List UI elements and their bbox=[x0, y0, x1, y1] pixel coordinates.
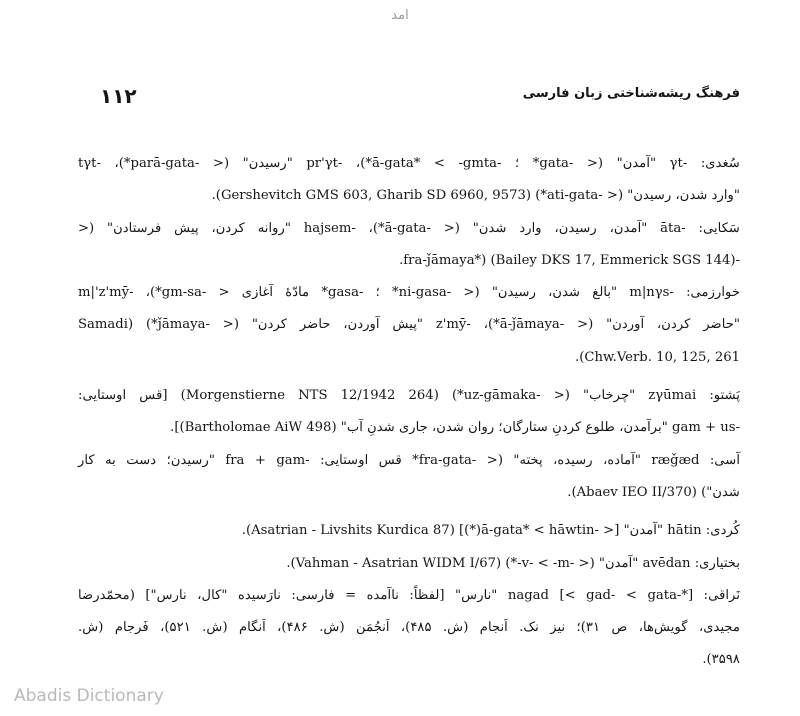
entry-saka bbox=[78, 213, 740, 278]
entry-line: نَراقی: nagad [< gad- < gata-*] "نارس" [لفظاً: ناآمده = فارسی: نارَسیده "کال، نارس"] (محمّدرضا bbox=[78, 587, 741, 603]
entry-line: -gam + us "برآمدن، طلوع کردنِ ستارگان؛ روان شدن، جاری شدنِ آب" (Bartholomae AiW 498)]. bbox=[170, 420, 740, 436]
entry-line: کُردی: hātin "آمدن" [< -ā-gata* < hāwtin(*)] (Asatrian - Livshits Kurdica 87). bbox=[241, 523, 740, 539]
entry-line: "حاضر کردن، آوردن" (< -ā-ǰāmaya*)، -z'mȳ "پیش آوردن، حاضر کردن" (< -ǰāmaya*) (Samadi bbox=[78, 317, 740, 333]
entry-line: سَکایی: -āta "آمدن، رسیدن، وارد شدن" (< -ā-gata*)، -hajsem "روانه کردن، پیش فرستادن" (< bbox=[78, 220, 740, 236]
source-watermark: Abadis Dictionary bbox=[14, 686, 164, 706]
entry-bakhtiari bbox=[78, 548, 740, 580]
entry-ossetic bbox=[78, 445, 740, 510]
entry-naraqi bbox=[78, 580, 740, 677]
entry-line: بختیاری: avēdan "آمدن" (< -v- < -m-*) (Vahman - Asatrian WIDM I/67). bbox=[286, 555, 740, 571]
entry-line: خوارزمی: -m|nγs "بالغ شدن، رسیدن" (< -ni-gasa* ؛ -gasa* مادّهٔ آغازی < -gm-sa*)، -m|'z'mȳ bbox=[78, 285, 740, 301]
page-number: ۱۱۲ bbox=[100, 84, 137, 108]
entry-line: Chw.Verb. 10, 125, 261). bbox=[575, 349, 740, 365]
entry-line: پَشتو: zγūmai "چرخاب" (< -uz-gāmaka*) (Morgenstierne NTS 12/1942 264) [قس اوستایی: bbox=[78, 388, 741, 404]
entry-line: سُغدی: -γt "آمدن" (< -gata* ؛ -ā-gata* < -gmta*)، -pr'γt "رسیدن" (< -parā-gata*)، -tγt bbox=[78, 156, 740, 171]
entry-line: شدن") (Abaev IEO II/370). bbox=[567, 484, 740, 500]
entry-line: مجیدی، گویش‌ها، ص ۳۱)؛ نیز نک. اَنجام (ش. ۴۸۵)، اَنجُمَن (ش. ۴۸۶)، اَنگام (ش. ۵۲۱)، فَرجام (ش. bbox=[78, 620, 741, 636]
page-header bbox=[100, 86, 740, 110]
running-title: فرهنگ ریشه‌شناختی زبان فارسی bbox=[522, 86, 740, 101]
entry-khwarazmian bbox=[78, 277, 740, 374]
entry-kurdish bbox=[78, 515, 740, 547]
entry-sogdian bbox=[78, 148, 740, 213]
top-word: امد bbox=[391, 8, 409, 23]
entry-line: "وارد شدن، رسیدن" (< -ati-gata*) (Gershevitch GMS 603, Gharib SD 6960, 9573). bbox=[211, 188, 740, 204]
entry-pashto bbox=[78, 380, 740, 445]
dictionary-entries bbox=[78, 148, 740, 677]
entry-line: -fra-ǰāmaya*) (Bailey DKS 17, Emmerick SGS 144). bbox=[399, 252, 740, 268]
entry-line: ۳۵۹۸). bbox=[702, 652, 740, 668]
entry-line: آسی: ræǧæd "آماده، رسیده، پخته" (< -fra-gata* قس اوستایی: -fra + gam "رسیدن؛ دست به کار bbox=[78, 452, 741, 468]
